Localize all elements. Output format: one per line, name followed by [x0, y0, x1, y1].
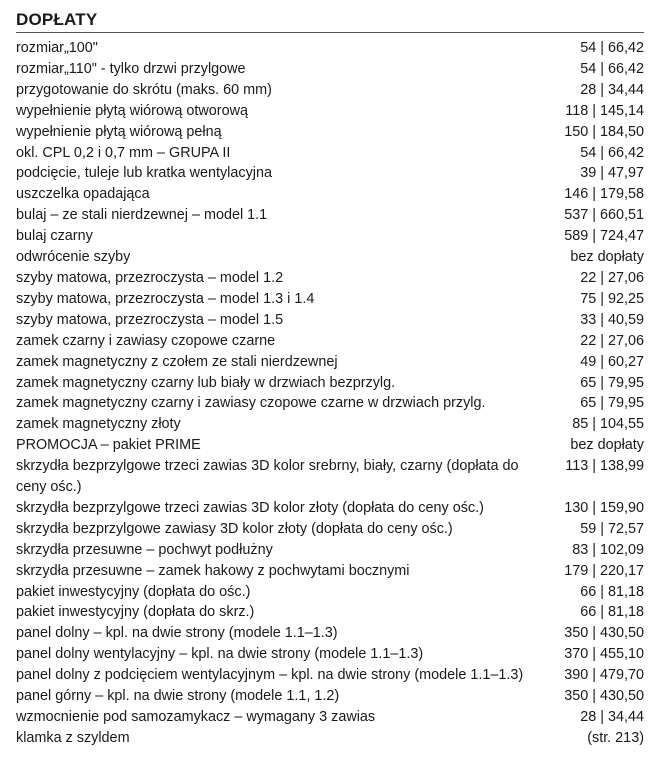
surcharge-row — [16, 80, 644, 101]
surcharge-label: zamek czarny i zawiasy czopowe czarne — [16, 332, 276, 349]
surcharge-price: 28 | 34,44 — [580, 81, 644, 98]
surcharge-label: skrzydła przesuwne – zamek hakowy z pochwytami bocznymi — [16, 562, 410, 579]
surcharge-label: zamek magnetyczny złoty — [16, 416, 181, 433]
surcharge-row — [16, 602, 644, 623]
surcharge-price: 179 | 220,17 — [564, 562, 644, 579]
surcharge-price: 390 | 479,70 — [564, 667, 644, 684]
surcharge-row — [16, 414, 644, 435]
surcharge-label: szyby matowa, przezroczysta – model 1.3 i 1.4 — [16, 290, 315, 307]
surcharge-price: 28 | 34,44 — [580, 709, 644, 725]
surcharge-label: wypełnienie płytą wiórową otworową — [16, 102, 248, 119]
surcharge-row — [16, 163, 644, 184]
surcharge-label: zamek magnetyczny czarny lub biały w drzwiach bezprzylg. — [16, 374, 396, 391]
surcharge-label: pakiet inwestycyjny (dopłata do ośc.) — [16, 583, 251, 600]
surcharge-price: 54 | 66,42 — [580, 60, 644, 77]
surcharge-price: 370 | 455,10 — [564, 646, 644, 663]
surcharge-row — [16, 331, 644, 352]
surcharge-label: rozmiar„110" - tylko drzwi przylgowe — [16, 60, 246, 77]
surcharge-label: skrzydła bezprzylgowe zawiasy 3D kolor złoty (dopłata do ceny ośc.) — [16, 520, 453, 537]
surcharge-row — [16, 519, 644, 540]
surcharge-label: skrzydła bezprzylgowe trzeci zawias 3D kolor złoty (dopłata do ceny ośc.) — [16, 499, 484, 516]
surcharge-price: 66 | 81,18 — [580, 604, 644, 621]
surcharge-price: 39 | 47,97 — [580, 165, 644, 182]
surcharge-price: 49 | 60,27 — [580, 353, 644, 370]
title-divider — [16, 32, 644, 33]
surcharge-label: wzmocnienie pod samozamykacz – wymagany 3 zawias — [16, 709, 376, 725]
surcharge-row — [16, 226, 644, 247]
surcharge-row — [16, 623, 644, 644]
surcharge-price: 537 | 660,51 — [564, 207, 644, 224]
surcharge-price: 59 | 72,57 — [580, 520, 644, 537]
surcharge-price: 118 | 145,14 — [565, 102, 644, 119]
surcharge-label: skrzydła bezprzylgowe trzeci zawias 3D kolor srebrny, biały, czarny (dopłata do ceny ośc.) — [16, 458, 519, 496]
surcharge-row — [16, 205, 644, 226]
surcharge-price: 589 | 724,47 — [564, 228, 644, 245]
surcharge-row — [16, 540, 644, 561]
surcharge-label: zamek magnetyczny czarny i zawiasy czopowe czarne w drzwiach przylg. — [16, 395, 486, 412]
surcharge-label: PROMOCJA – pakiet PRIME — [16, 437, 201, 454]
surcharge-price: 146 | 179,58 — [564, 186, 644, 203]
surcharge-list — [16, 38, 644, 749]
surcharge-row — [16, 289, 644, 310]
surcharge-label: odwrócenie szyby — [16, 249, 131, 266]
surcharge-label: pakiet inwestycyjny (dopłata do skrz.) — [16, 604, 255, 621]
surcharge-label: okl. CPL 0,2 i 0,7 mm – GRUPA II — [16, 144, 231, 161]
surcharge-price: 54 | 66,42 — [580, 40, 644, 56]
surcharge-label: klamka z szyldem — [16, 729, 130, 746]
surcharge-label: panel dolny – kpl. na dwie strony (modele 1.1–1.3) — [16, 625, 338, 642]
surcharge-label: podcięcie, tuleje lub kratka wentylacyjna — [16, 165, 272, 182]
surcharge-row — [16, 435, 644, 456]
surcharge-label: szyby matowa, przezroczysta – model 1.5 — [16, 311, 284, 328]
surcharge-label: wypełnienie płytą wiórową pełną — [16, 123, 222, 140]
surcharge-price: 150 | 184,50 — [564, 123, 644, 140]
surcharge-row — [16, 393, 644, 414]
surcharge-label: skrzydła przesuwne – pochwyt podłużny — [16, 541, 273, 558]
section-title: DOPŁATY — [16, 10, 98, 29]
surcharge-label: panel górny – kpl. na dwie strony (modele 1.1, 1.2) — [16, 688, 340, 705]
surcharge-price: 33 | 40,59 — [580, 311, 644, 328]
surcharge-price: 350 | 430,50 — [564, 625, 644, 642]
surcharge-price: 85 | 104,55 — [572, 416, 644, 433]
surcharge-label: rozmiar„100" — [16, 40, 98, 56]
surcharge-label: panel dolny wentylacyjny – kpl. na dwie strony (modele 1.1–1.3) — [16, 646, 424, 663]
surcharge-row — [16, 728, 644, 749]
surcharge-label: przygotowanie do skrótu (maks. 60 mm) — [16, 81, 272, 98]
surcharge-price: 65 | 79,95 — [580, 395, 644, 412]
surcharge-row — [16, 38, 644, 59]
surcharge-row — [16, 184, 644, 205]
surcharge-row — [16, 456, 644, 498]
surcharge-label: uszczelka opadająca — [16, 186, 150, 203]
surcharge-row — [16, 59, 644, 80]
surcharge-price: bez dopłaty — [570, 249, 644, 266]
surcharge-label: zamek magnetyczny z czołem ze stali nierdzewnej — [16, 353, 338, 370]
surcharge-price: 75 | 92,25 — [580, 290, 644, 307]
surcharge-price: 65 | 79,95 — [580, 374, 644, 391]
surcharge-row — [16, 686, 644, 707]
surcharge-price: bez dopłaty — [570, 437, 644, 454]
surcharge-price: 350 | 430,50 — [564, 688, 644, 705]
surcharge-row — [16, 561, 644, 582]
surcharge-row — [16, 373, 644, 394]
surcharge-price: 130 | 159,90 — [564, 499, 644, 516]
surcharge-price: 22 | 27,06 — [580, 332, 644, 349]
surcharge-row — [16, 707, 644, 728]
surcharge-price: 54 | 66,42 — [580, 144, 644, 161]
surcharge-price: 83 | 102,09 — [572, 541, 644, 558]
surcharge-row — [16, 644, 644, 665]
surcharge-row — [16, 665, 644, 686]
surcharge-label: bulaj – ze stali nierdzewnej – model 1.1 — [16, 207, 268, 224]
surcharge-price: (str. 213) — [587, 729, 644, 746]
surcharge-row — [16, 101, 644, 122]
surcharge-row — [16, 310, 644, 331]
surcharge-price: 66 | 81,18 — [580, 583, 644, 600]
surcharge-row — [16, 122, 644, 143]
surcharge-row — [16, 582, 644, 603]
surcharge-row — [16, 143, 644, 164]
surcharge-label: bulaj czarny — [16, 228, 93, 245]
surcharge-price: 113 | 138,99 — [565, 458, 644, 475]
surcharge-row — [16, 352, 644, 373]
surcharge-row — [16, 247, 644, 268]
surcharge-row — [16, 268, 644, 289]
surcharge-label: panel dolny z podcięciem wentylacyjnym – kpl. na dwie strony (modele 1.1–1.3) — [16, 667, 524, 684]
surcharge-price: 22 | 27,06 — [580, 269, 644, 286]
surcharge-row — [16, 498, 644, 519]
surcharge-label: szyby matowa, przezroczysta – model 1.2 — [16, 269, 284, 286]
